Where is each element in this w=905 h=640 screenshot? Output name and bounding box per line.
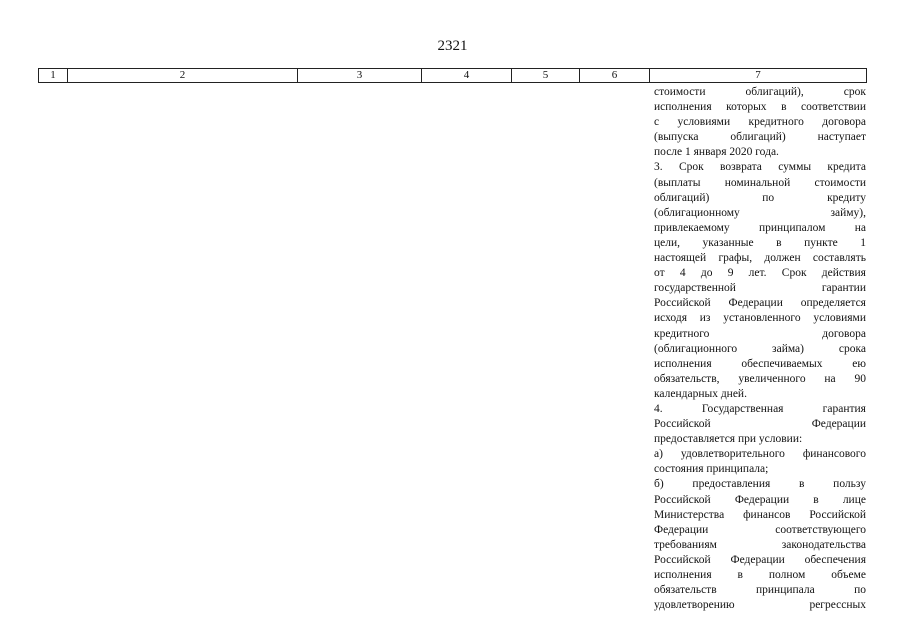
- text-line: Российской Федерации в лице: [654, 493, 866, 506]
- text-line: календарных дней.: [654, 387, 747, 400]
- text-line: Российской Федерации: [654, 418, 866, 431]
- text-line: предоставляется при условии:: [654, 433, 803, 446]
- text-line: Российской Федерации обеспечения: [654, 553, 866, 566]
- text-line: состояния принципала;: [654, 463, 769, 476]
- column-header-2: 2: [67, 69, 297, 82]
- text-line: Российской Федерации определяется: [654, 297, 866, 310]
- text-line: стоимости облигаций), срок: [654, 86, 866, 98]
- text-line: с условиями кредитного договора: [654, 116, 866, 129]
- column-header-1: 1: [50, 69, 56, 81]
- text-line: исходя из установленного условиями: [654, 312, 866, 325]
- text-line: 3. Срок возврата суммы кредита: [654, 161, 866, 174]
- text-line: б) предоставления в пользу: [654, 478, 866, 491]
- page-number: 2321: [437, 38, 468, 54]
- column-header-7: 7: [649, 69, 866, 82]
- text-line: Федерации соответствующего: [654, 523, 866, 536]
- text-line: обязательств принципала по: [654, 584, 866, 597]
- column-header-6: 6: [579, 69, 649, 82]
- text-line: от 4 до 9 лет. Срок действия: [654, 267, 866, 280]
- column-header-4: 4: [421, 69, 511, 82]
- text-line: требованиям законодательства: [654, 538, 866, 551]
- text-line: 4. Государственная гарантия: [654, 402, 866, 415]
- text-line: (выпуска облигаций) наступает: [654, 131, 866, 144]
- column-header-5: 5: [511, 69, 579, 82]
- text-line: настоящей графы, должен составлять: [654, 252, 866, 265]
- text-line: кредитного договора: [654, 327, 866, 340]
- text-line: исполнения которых в соответствии: [654, 101, 866, 114]
- text-line: удовлетворению регрессных: [654, 599, 866, 612]
- text-line: облигаций) по кредиту: [654, 191, 866, 204]
- column-7-text: [654, 85, 866, 613]
- text-line: исполнения в полном объеме: [654, 569, 866, 581]
- text-line: (облигационного займа) срока: [654, 342, 866, 355]
- text-line: государственной гарантии: [654, 282, 866, 295]
- text-line: (выплаты номинальной стоимости: [654, 176, 866, 189]
- text-line: цели, указанные в пункте 1: [654, 236, 866, 249]
- text-line: Министерства финансов Российской: [654, 508, 866, 521]
- table-header-row: [38, 68, 867, 83]
- text-line: (облигационному займу),: [654, 206, 866, 219]
- text-line: обязательств, увеличенного на 90: [654, 372, 866, 385]
- text-line: привлекаемому принципалом на: [654, 221, 866, 234]
- text-line: исполнения обеспечиваемых ею: [654, 357, 866, 370]
- text-line: а) удовлетворительного финансового: [654, 448, 866, 461]
- text-line: после 1 января 2020 года.: [654, 146, 779, 159]
- column-header-3: 3: [297, 69, 421, 82]
